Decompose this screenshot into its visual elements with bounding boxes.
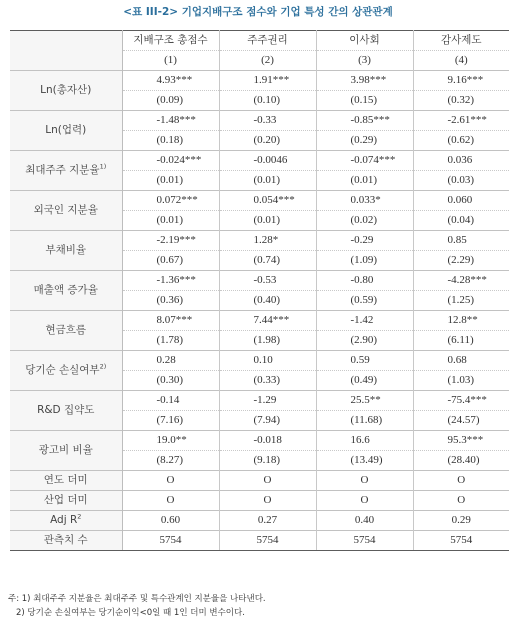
coefficient-cell: 0.072***: [122, 191, 219, 211]
footnote-marker: 2): [99, 362, 107, 371]
row-label-text: 현금흐름: [45, 324, 87, 336]
coefficient-cell: 0.28: [122, 351, 219, 371]
column-header: 주주권리: [219, 31, 316, 51]
coefficient-cell: 1.91***: [219, 71, 316, 91]
column-number: (2): [219, 51, 316, 71]
coefficient-cell: -0.018: [219, 431, 316, 451]
standard-error-cell: (0.01): [219, 171, 316, 191]
coefficient-row: [10, 71, 509, 91]
standard-error-cell: (7.16): [122, 411, 219, 431]
standard-error-cell: (1.03): [413, 371, 509, 391]
coefficient-cell: -0.024***: [122, 151, 219, 171]
year-dummy-label: [10, 471, 122, 491]
standard-error-cell: (1.09): [316, 251, 413, 271]
standard-error-cell: (0.67): [122, 251, 219, 271]
column-number: (1): [122, 51, 219, 71]
coefficient-cell: -0.85***: [316, 111, 413, 131]
row-label-text: 관측치 수: [43, 534, 88, 546]
standard-error-cell: (0.62): [413, 131, 509, 151]
coefficient-row: [10, 431, 509, 451]
coefficient-cell: 9.16***: [413, 71, 509, 91]
coefficient-cell: -0.53: [219, 271, 316, 291]
standard-error-cell: (1.25): [413, 291, 509, 311]
standard-error-cell: (28.40): [413, 451, 509, 471]
footnote-marker: 2: [77, 512, 82, 521]
standard-error-cell: (0.15): [316, 91, 413, 111]
standard-error-cell: (0.29): [316, 131, 413, 151]
summary-cell: O: [219, 491, 316, 511]
industry-dummy-row: [10, 491, 509, 511]
coefficient-cell: 4.93***: [122, 71, 219, 91]
coefficient-row: [10, 271, 509, 291]
standard-error-cell: (2.90): [316, 331, 413, 351]
footnote-marker: 1): [99, 162, 107, 171]
standard-error-cell: (0.32): [413, 91, 509, 111]
coefficient-cell: 19.0**: [122, 431, 219, 451]
standard-error-cell: (0.01): [219, 211, 316, 231]
column-header: 이사회: [316, 31, 413, 51]
row-label-text: Ln(업력): [45, 124, 87, 136]
year-dummy-row: [10, 471, 509, 491]
coefficient-cell: 0.10: [219, 351, 316, 371]
header-corner: [10, 31, 122, 71]
summary-cell: O: [413, 491, 509, 511]
row-label-text: 산업 더미: [43, 494, 88, 506]
standard-error-cell: (0.10): [219, 91, 316, 111]
coefficient-cell: -1.29: [219, 391, 316, 411]
row-label-text: 당기순 손실여부: [25, 364, 100, 376]
coefficient-cell: 0.033*: [316, 191, 413, 211]
variable-label: [10, 311, 122, 351]
summary-cell: O: [316, 491, 413, 511]
variable-label: [10, 191, 122, 231]
header-row-names: [10, 31, 509, 51]
industry-dummy-label: [10, 491, 122, 511]
standard-error-cell: (0.40): [219, 291, 316, 311]
coefficient-cell: 12.8**: [413, 311, 509, 331]
row-label-text: 광고비 비율: [38, 444, 93, 456]
standard-error-cell: (0.18): [122, 131, 219, 151]
coefficient-cell: -0.074***: [316, 151, 413, 171]
standard-error-cell: (1.98): [219, 331, 316, 351]
coefficient-row: [10, 391, 509, 411]
coefficient-cell: -1.36***: [122, 271, 219, 291]
coefficient-cell: -1.48***: [122, 111, 219, 131]
adj-r2-row: [10, 511, 509, 531]
standard-error-cell: (0.01): [122, 211, 219, 231]
summary-cell: O: [219, 471, 316, 491]
row-label-text: 부채비율: [45, 244, 87, 256]
coefficient-cell: 7.44***: [219, 311, 316, 331]
coefficient-cell: -2.19***: [122, 231, 219, 251]
row-label-text: 외국인 지분율: [33, 204, 98, 216]
standard-error-cell: (2.29): [413, 251, 509, 271]
summary-cell: O: [122, 471, 219, 491]
variable-label: [10, 151, 122, 191]
coefficient-cell: 0.68: [413, 351, 509, 371]
nobs-row: [10, 531, 509, 551]
standard-error-cell: (9.18): [219, 451, 316, 471]
coefficient-cell: 0.036: [413, 151, 509, 171]
note-1: 주: 1) 최대주주 지분율은 최대주주 및 특수관계인 지분율을 나타낸다.: [8, 594, 266, 604]
coefficient-cell: -0.80: [316, 271, 413, 291]
standard-error-cell: (0.03): [413, 171, 509, 191]
standard-error-cell: (0.30): [122, 371, 219, 391]
variable-label: [10, 271, 122, 311]
variable-label: [10, 351, 122, 391]
summary-cell: O: [122, 491, 219, 511]
regression-table: [10, 30, 509, 551]
column-number: (3): [316, 51, 413, 71]
coefficient-row: [10, 311, 509, 331]
standard-error-cell: (0.59): [316, 291, 413, 311]
coefficient-cell: 25.5**: [316, 391, 413, 411]
coefficient-cell: -0.33: [219, 111, 316, 131]
standard-error-cell: (0.33): [219, 371, 316, 391]
standard-error-cell: (6.11): [413, 331, 509, 351]
coefficient-cell: -2.61***: [413, 111, 509, 131]
coefficient-row: [10, 191, 509, 211]
coefficient-cell: 0.054***: [219, 191, 316, 211]
coefficient-cell: -0.29: [316, 231, 413, 251]
summary-cell: 0.29: [413, 511, 509, 531]
standard-error-cell: (0.09): [122, 91, 219, 111]
column-header: 감사제도: [413, 31, 509, 51]
standard-error-cell: (24.57): [413, 411, 509, 431]
standard-error-cell: (7.94): [219, 411, 316, 431]
row-label-text: R&D 집약도: [37, 404, 95, 416]
adj-r2-label: [10, 511, 122, 531]
standard-error-cell: (13.49): [316, 451, 413, 471]
variable-label: [10, 111, 122, 151]
coefficient-cell: 0.060: [413, 191, 509, 211]
coefficient-cell: 0.59: [316, 351, 413, 371]
row-label-text: Ln(총자산): [40, 84, 92, 96]
summary-cell: 5754: [413, 531, 509, 551]
coefficient-cell: -75.4***: [413, 391, 509, 411]
coefficient-row: [10, 231, 509, 251]
coefficient-cell: 3.98***: [316, 71, 413, 91]
coefficient-row: [10, 151, 509, 171]
summary-cell: 0.60: [122, 511, 219, 531]
standard-error-cell: (0.74): [219, 251, 316, 271]
standard-error-cell: (0.02): [316, 211, 413, 231]
coefficient-cell: -1.42: [316, 311, 413, 331]
row-label-text: Adj R: [50, 514, 78, 526]
variable-label: [10, 391, 122, 431]
table-notes: [8, 592, 266, 620]
standard-error-cell: (0.20): [219, 131, 316, 151]
coefficient-cell: 8.07***: [122, 311, 219, 331]
nobs-label: [10, 531, 122, 551]
table-title: <표 III-2> 기업지배구조 점수와 기업 특성 간의 상관관계: [123, 6, 393, 18]
summary-cell: O: [413, 471, 509, 491]
coefficient-row: [10, 111, 509, 131]
standard-error-cell: (0.01): [316, 171, 413, 191]
coefficient-cell: 16.6: [316, 431, 413, 451]
coefficient-cell: 0.85: [413, 231, 509, 251]
summary-cell: 5754: [316, 531, 413, 551]
standard-error-cell: (0.01): [122, 171, 219, 191]
summary-cell: 5754: [219, 531, 316, 551]
summary-cell: O: [316, 471, 413, 491]
standard-error-cell: (1.78): [122, 331, 219, 351]
standard-error-cell: (8.27): [122, 451, 219, 471]
variable-label: [10, 71, 122, 111]
note-2: 2) 당기순 손실여부는 당기순이익<0일 때 1인 더미 변수이다.: [16, 608, 245, 618]
summary-cell: 0.27: [219, 511, 316, 531]
row-label-text: 연도 더미: [43, 474, 88, 486]
column-header: 지배구조 총점수: [122, 31, 219, 51]
row-label-text: 매출액 증가율: [33, 284, 98, 296]
coefficient-cell: -0.0046: [219, 151, 316, 171]
standard-error-cell: (0.49): [316, 371, 413, 391]
standard-error-cell: (0.04): [413, 211, 509, 231]
coefficient-cell: 95.3***: [413, 431, 509, 451]
summary-cell: 5754: [122, 531, 219, 551]
row-label-text: 최대주주 지분율: [25, 164, 100, 176]
coefficient-row: [10, 351, 509, 371]
coefficient-cell: 1.28*: [219, 231, 316, 251]
column-number: (4): [413, 51, 509, 71]
variable-label: [10, 231, 122, 271]
standard-error-cell: (11.68): [316, 411, 413, 431]
variable-label: [10, 431, 122, 471]
coefficient-cell: -4.28***: [413, 271, 509, 291]
summary-cell: 0.40: [316, 511, 413, 531]
standard-error-cell: (0.36): [122, 291, 219, 311]
coefficient-cell: -0.14: [122, 391, 219, 411]
